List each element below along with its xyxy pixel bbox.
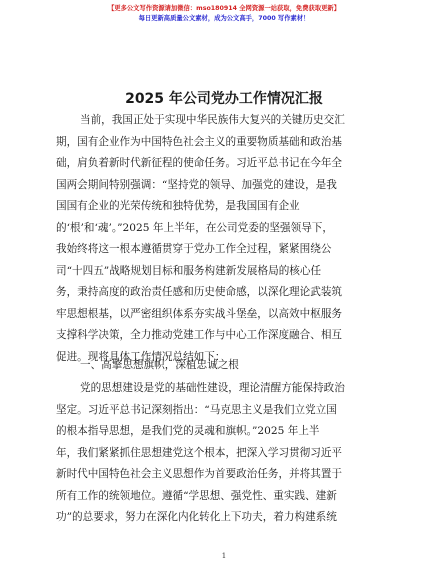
paragraph-section-1 — [56, 378, 391, 529]
text-line: 功”的总要求，努力在深化内化转化上下功夫，着力构建系统 — [56, 511, 337, 523]
text-line: 我始终将这一根本遵循贯穿于党办工作全过程，紧紧围绕公 — [56, 243, 332, 255]
text-line: 国两会期间特别强调：“坚持党的领导、加强党的建设，是我 — [56, 178, 337, 191]
text-line: 新时代中国特色社会主义思想作为首要政治任务，并将其置于 — [56, 468, 343, 480]
text-line: 期，国有企业作为中国特色社会主义的重要物质基础和政治基 — [56, 135, 343, 148]
page-number: 1 — [221, 552, 227, 560]
paragraph-intro — [56, 110, 391, 368]
text-line: 牢思想根基，以严密组织体系夯实战斗堡垒，以高效中枢服务 — [56, 307, 343, 320]
document-title: 2025 年公司党办工作情况汇报 — [125, 91, 323, 107]
text-line: 年，我们紧紧抓住思想建党这个根本，把深入学习贯彻习近平 — [56, 446, 343, 459]
text-line: 司“十四五”战略规划目标和服务构建新发展格局的核心任 — [56, 264, 322, 277]
text-line: 的根本指导思想，是我们党的灵魂和旗帜。”2025 年上半 — [56, 425, 320, 437]
section-heading-1: 一、高擎思想旗帜，深植忠诚之根 — [80, 359, 239, 371]
banner-promo-line: 【更多公文写作资源请加微信：mso180914 全网资源一站获取，免费获取更新】 — [107, 5, 341, 12]
text-line: 坚定。习近平总书记深刻指出：“马克思主义是我们立党立国 — [56, 403, 337, 416]
text-line: 所有工作的统领地位。遵循“学思想、强党性、重实践、建新 — [56, 489, 337, 502]
header-banner — [0, 4, 448, 24]
text-line: 当前，我国正处于实现中华民族伟大复兴的关键历史交汇 — [80, 114, 345, 126]
text-line: 的‘根’和‘魂’。”2025 年上半年，在公司党委的坚强领导下， — [56, 221, 333, 234]
text-line: 础，肩负着新时代新征程的使命任务。习近平总书记在今年全 — [56, 157, 343, 169]
text-line: 支撑科学决策，全力推动党建工作与中心工作深度融合、相互 — [56, 329, 343, 341]
text-line: 党的思想建设是党的基础性建设，理论清醒方能保持政治 — [80, 382, 345, 394]
banner-subtitle-line: 每日更新高质量公文素材，成为公文高手，7000 写作素材！ — [138, 15, 310, 22]
text-line: 务，秉持高度的政治责任感和历史使命感，以深化理论武装筑 — [56, 286, 343, 298]
text-line: 国国有企业的光荣传统和独特优势，是我国国有企业 — [56, 200, 300, 212]
text-line: 促进。现将具体工作情况总结如下： — [56, 350, 226, 363]
